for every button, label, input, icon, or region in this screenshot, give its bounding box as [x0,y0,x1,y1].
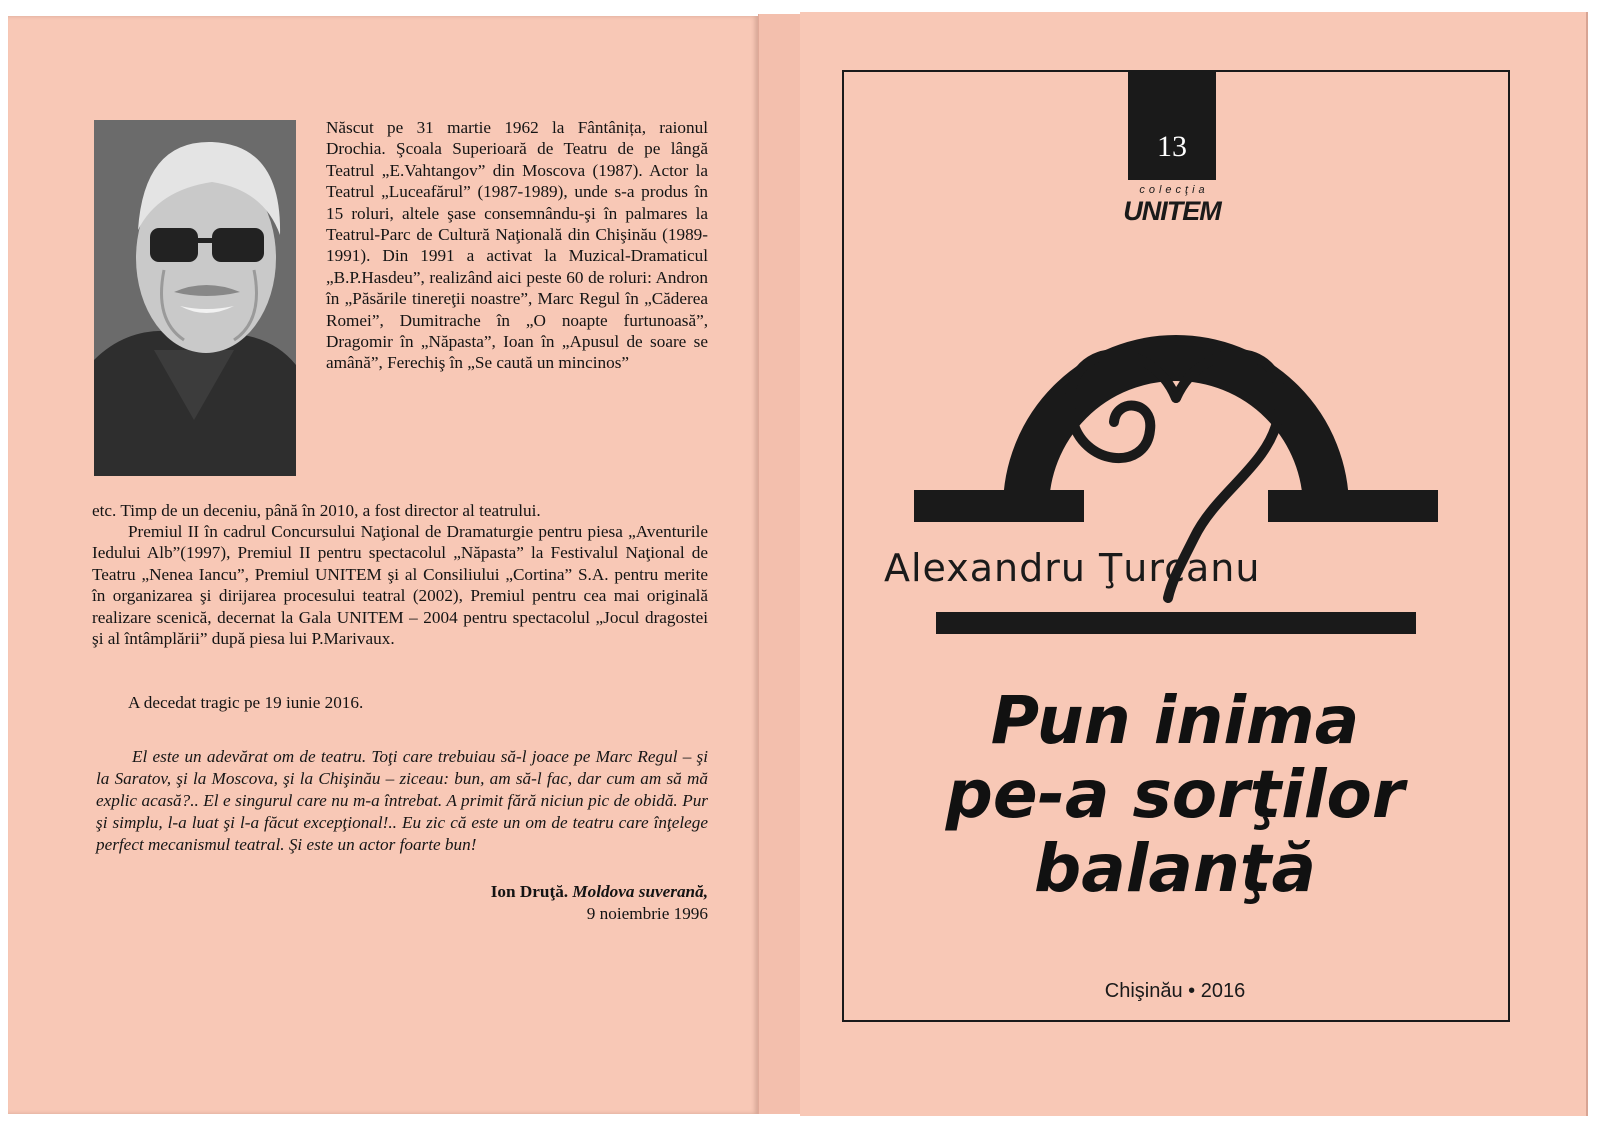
biography-awards: Premiul II în cadrul Concursului Naţional de Dramaturgie pentru piesa „Aventurile Iedului Alb”(1997), Premiul II pentru spectacolul „Năpasta” la Festivalul Naţional de Teatru „Nenea Iancu”, Premiul UNITEM şi al Consiliului „Cortina” S.A. pentru merite în organizarea şi dirijarea procesului teatral (2002), Premiul pentru cea mai originală realizare scenică, decernat la Gala UNITEM – 2004 pentru spectacolul „Jocul dragostei şi al întâmplării” după piesa lui P.Marivaux. [92,522,708,649]
title-line-2: pe-a sorţilor [945,756,1405,833]
biography-intro: Născut pe 31 martie 1962 la Fântânița, raionul Drochia. Şcoala Superioară de Teatru de pe lângă Teatrul „E.Vahtangov” din Moscova (1987). Actor la Teatrul „Luceafărul” (1987-1989), unde s-a produs în 15 roluri, altele şase consemnându-şi în palmares la Teatrul-Parc de Cultură Naţională din Chişinău (1989-1991). Din 1991 a activat la Muzical-Dramaticul „B.P.Hasdeu”, realizând aici peste 60 de roluri: Andron în „Păsările tinereţii noastre”, Marc Regul în „Căderea Romei”, Dumitrache în „O noapte furtunoasă”, Dragomir în „Năpasta”, Ioan în „Apusul de soare se amână”, Ferechiş în „Se caută un mincinos” [326,118,708,373]
biography-death: A decedat tragic pe 19 iunie 2016. [128,693,364,712]
collection-number: 13 [1157,130,1187,163]
collection-label: colecţia [1139,184,1209,196]
front-cover [800,12,1588,1116]
publisher-imprint: Chişinău • 2016 [1104,980,1246,1002]
quote-attribution [491,882,708,902]
author-photo [94,120,296,476]
quote-publication: Moldova suverană, [572,882,708,901]
review-quote: El este un adevărat om de teatru. Toţi care trebuiau să-l joace pe Marc Regul – şi la Saratov, şi la Moscova, şi la Chişinău – ziceau: bun, am să-l fac, dar cum am să mă explic acasă?.. El e singurul care nu m-a întrebat. A primit fără niciun pic de obidă. Pur şi simplu, l-a luat şi l-a făcut excepţional!.. Eu zic că este un om de teatru care înţelege perfect mecanismul teatral. Şi este un actor foarte bun! [96,747,708,854]
collection-badge [1128,72,1216,180]
collection-logo: UNITEM [1123,196,1221,226]
book-title [860,684,1490,906]
author-name: Alexandru Ţurcanu [884,546,1261,590]
title-line-1: Pun inima [990,682,1360,759]
quote-author-name: Ion Druţă. [490,882,569,901]
title-line-3: balanţă [1033,830,1316,907]
book-spine [758,14,802,1114]
quote-date: 9 noiembrie 1996 [586,904,708,923]
biography-continuation: etc. Timp de un deceniu, până în 2010, a fost director al teatrului. [92,501,541,520]
back-cover [8,16,758,1114]
author-portrait-image [94,120,296,476]
